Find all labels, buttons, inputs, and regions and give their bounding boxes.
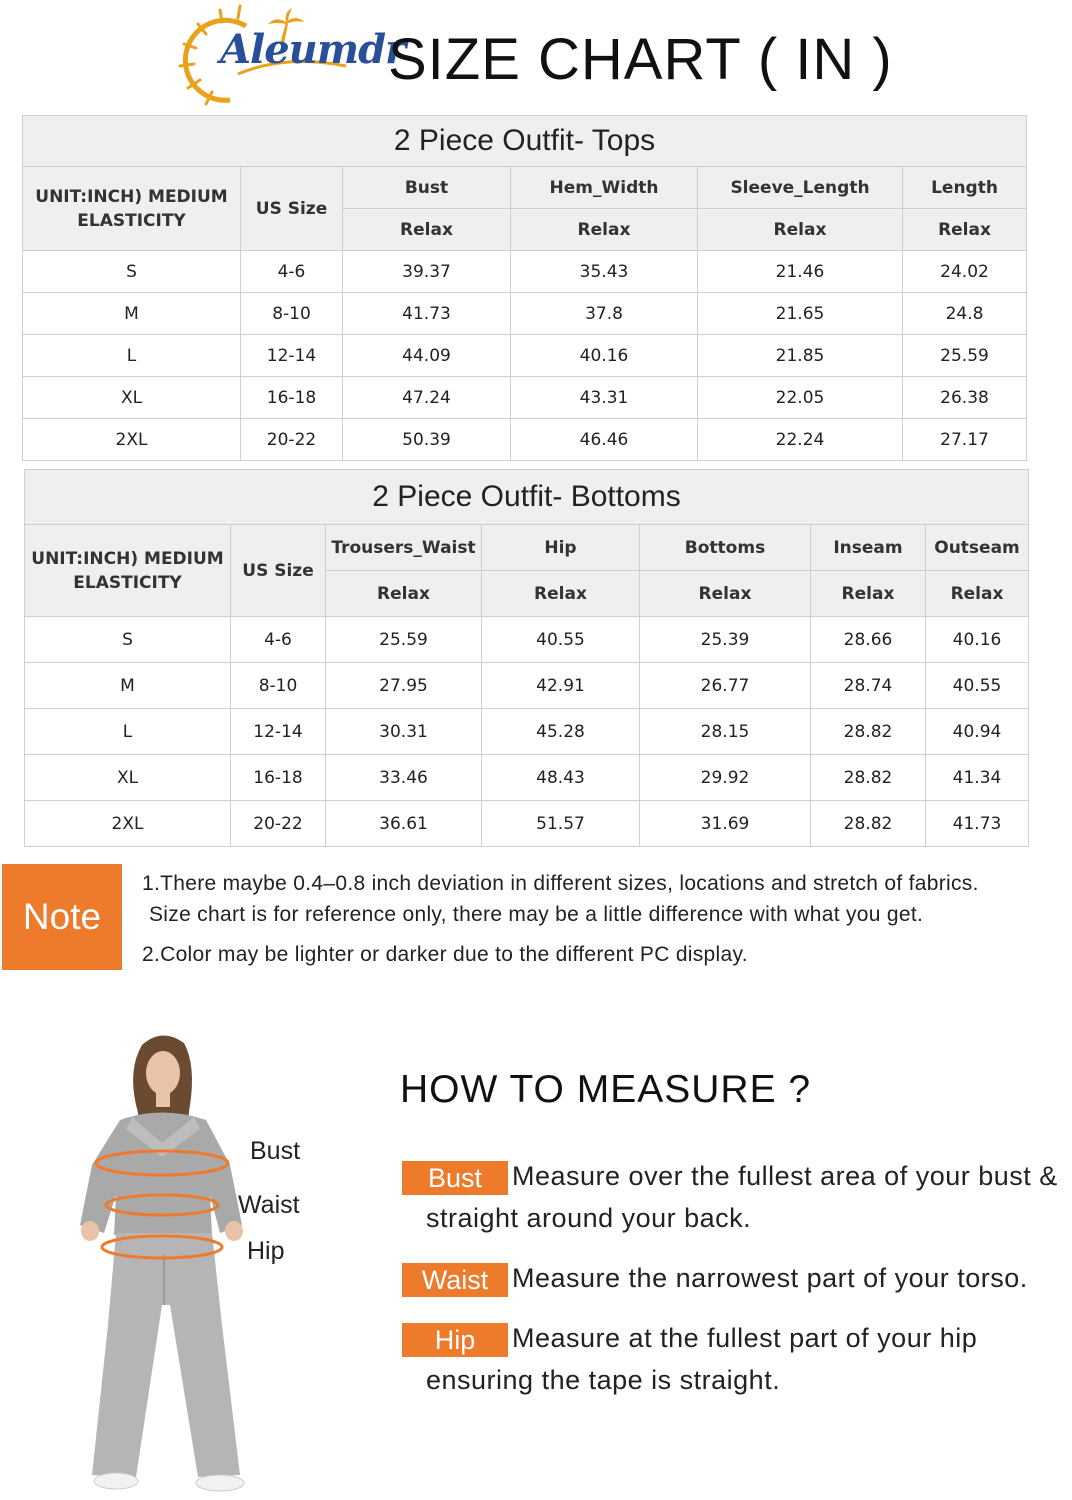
note-line-2: 2.Color may be lighter or darker due to the different PC display. (142, 943, 748, 966)
value-cell: 30.31 (326, 709, 482, 755)
value-cell: 41.34 (926, 755, 1029, 801)
value-cell: 50.39 (343, 419, 511, 461)
us-size-cell: 8-10 (241, 293, 343, 335)
waist-desc-line-1: Measure the narrowest part of your torso. (512, 1263, 1028, 1293)
value-cell: 40.94 (926, 709, 1029, 755)
value-cell: 25.39 (640, 617, 811, 663)
column-header: Inseam (811, 525, 926, 571)
hip-desc-line-2: ensuring the tape is straight. (426, 1365, 781, 1395)
us-size-cell: 4-6 (241, 251, 343, 293)
size-cell: XL (25, 755, 231, 801)
table-row (25, 663, 1029, 709)
value-cell: 27.95 (326, 663, 482, 709)
value-cell: 21.65 (698, 293, 903, 335)
column-header: Trousers_Waist (326, 525, 482, 571)
value-cell: 28.82 (811, 801, 926, 847)
value-cell: 33.46 (326, 755, 482, 801)
us-size-cell: 16-18 (231, 755, 326, 801)
hip-tag: Hip (402, 1323, 508, 1357)
bust-desc-line-1: Measure over the fullest area of your bust & (512, 1161, 1058, 1191)
table-row (23, 377, 1027, 419)
column-header: Hem_Width (511, 167, 698, 209)
relax-subheader: Relax (511, 209, 698, 251)
value-cell: 28.15 (640, 709, 811, 755)
value-cell: 31.69 (640, 801, 811, 847)
relax-subheader: Relax (326, 571, 482, 617)
tops-size-table (22, 115, 1027, 461)
note-badge: Note (2, 864, 122, 970)
figure-label-hip: Hip (247, 1237, 285, 1265)
size-cell: XL (23, 377, 241, 419)
size-cell: L (25, 709, 231, 755)
relax-subheader: Relax (343, 209, 511, 251)
value-cell: 41.73 (926, 801, 1029, 847)
tops-title: 2 Piece Outfit- Tops (23, 116, 1027, 167)
table-row (23, 251, 1027, 293)
size-cell: M (25, 663, 231, 709)
relax-subheader: Relax (640, 571, 811, 617)
value-cell: 40.55 (482, 617, 640, 663)
value-cell: 28.82 (811, 755, 926, 801)
table-row (25, 755, 1029, 801)
header (0, 0, 1072, 112)
table-row (23, 335, 1027, 377)
value-cell: 46.46 (511, 419, 698, 461)
bust-desc-line-2: straight around your back. (426, 1203, 752, 1233)
relax-subheader: Relax (926, 571, 1029, 617)
waist-tag: Waist (402, 1263, 508, 1297)
model-figure (70, 1025, 320, 1500)
value-cell: 21.46 (698, 251, 903, 293)
size-cell: 2XL (25, 801, 231, 847)
size-cell: 2XL (23, 419, 241, 461)
note-line-1: 1.There maybe 0.4–0.8 inch deviation in different sizes, locations and stretch of fabrics. (142, 872, 979, 895)
value-cell: 25.59 (903, 335, 1027, 377)
us-size-cell: 16-18 (241, 377, 343, 419)
value-cell: 24.8 (903, 293, 1027, 335)
table-row (25, 709, 1029, 755)
bust-tag: Bust (402, 1161, 508, 1195)
value-cell: 42.91 (482, 663, 640, 709)
value-cell: 47.24 (343, 377, 511, 419)
value-cell: 28.74 (811, 663, 926, 709)
note-line-1b: Size chart is for reference only, there may be a little difference with what you get. (149, 903, 924, 926)
column-header: Bust (343, 167, 511, 209)
us-size-cell: 8-10 (231, 663, 326, 709)
bottoms-size-table (24, 469, 1029, 847)
hip-desc-line-1: Measure at the fullest part of your hip (512, 1323, 978, 1353)
size-cell: S (23, 251, 241, 293)
column-header: Bottoms (640, 525, 811, 571)
us-size-cell: 20-22 (231, 801, 326, 847)
column-header: Outseam (926, 525, 1029, 571)
value-cell: 26.77 (640, 663, 811, 709)
value-cell: 41.73 (343, 293, 511, 335)
brand-name: Aleumdr (220, 26, 406, 73)
table-row (25, 801, 1029, 847)
size-cell: M (23, 293, 241, 335)
value-cell: 48.43 (482, 755, 640, 801)
figure-label-waist: Waist (238, 1191, 300, 1219)
us-size-cell: 12-14 (231, 709, 326, 755)
value-cell: 24.02 (903, 251, 1027, 293)
value-cell: 28.66 (811, 617, 926, 663)
how-to-measure-title: HOW TO MEASURE ? (400, 1068, 812, 1111)
relax-subheader: Relax (482, 571, 640, 617)
unit-label: UNIT:INCH) MEDIUM ELASTICITY (23, 167, 241, 251)
value-cell: 25.59 (326, 617, 482, 663)
value-cell: 27.17 (903, 419, 1027, 461)
relax-subheader: Relax (811, 571, 926, 617)
relax-subheader: Relax (698, 209, 903, 251)
value-cell: 35.43 (511, 251, 698, 293)
relax-subheader: Relax (903, 209, 1027, 251)
value-cell: 40.16 (926, 617, 1029, 663)
size-cell: L (23, 335, 241, 377)
brand-logo (176, 4, 406, 108)
figure-label-bust: Bust (250, 1137, 301, 1165)
page-title: SIZE CHART ( IN ) (388, 27, 893, 92)
column-header: Length (903, 167, 1027, 209)
value-cell: 37.8 (511, 293, 698, 335)
table-row (23, 293, 1027, 335)
value-cell: 36.61 (326, 801, 482, 847)
value-cell: 22.24 (698, 419, 903, 461)
bottoms-title: 2 Piece Outfit- Bottoms (25, 470, 1029, 525)
us-size-header: US Size (231, 525, 326, 617)
value-cell: 39.37 (343, 251, 511, 293)
value-cell: 51.57 (482, 801, 640, 847)
value-cell: 40.55 (926, 663, 1029, 709)
value-cell: 44.09 (343, 335, 511, 377)
value-cell: 21.85 (698, 335, 903, 377)
size-cell: S (25, 617, 231, 663)
value-cell: 29.92 (640, 755, 811, 801)
value-cell: 40.16 (511, 335, 698, 377)
us-size-header: US Size (241, 167, 343, 251)
column-header: Sleeve_Length (698, 167, 903, 209)
table-row (23, 419, 1027, 461)
value-cell: 43.31 (511, 377, 698, 419)
column-header: Hip (482, 525, 640, 571)
us-size-cell: 12-14 (241, 335, 343, 377)
unit-label: UNIT:INCH) MEDIUM ELASTICITY (25, 525, 231, 617)
value-cell: 22.05 (698, 377, 903, 419)
us-size-cell: 20-22 (241, 419, 343, 461)
value-cell: 26.38 (903, 377, 1027, 419)
table-row (25, 617, 1029, 663)
value-cell: 45.28 (482, 709, 640, 755)
value-cell: 28.82 (811, 709, 926, 755)
us-size-cell: 4-6 (231, 617, 326, 663)
